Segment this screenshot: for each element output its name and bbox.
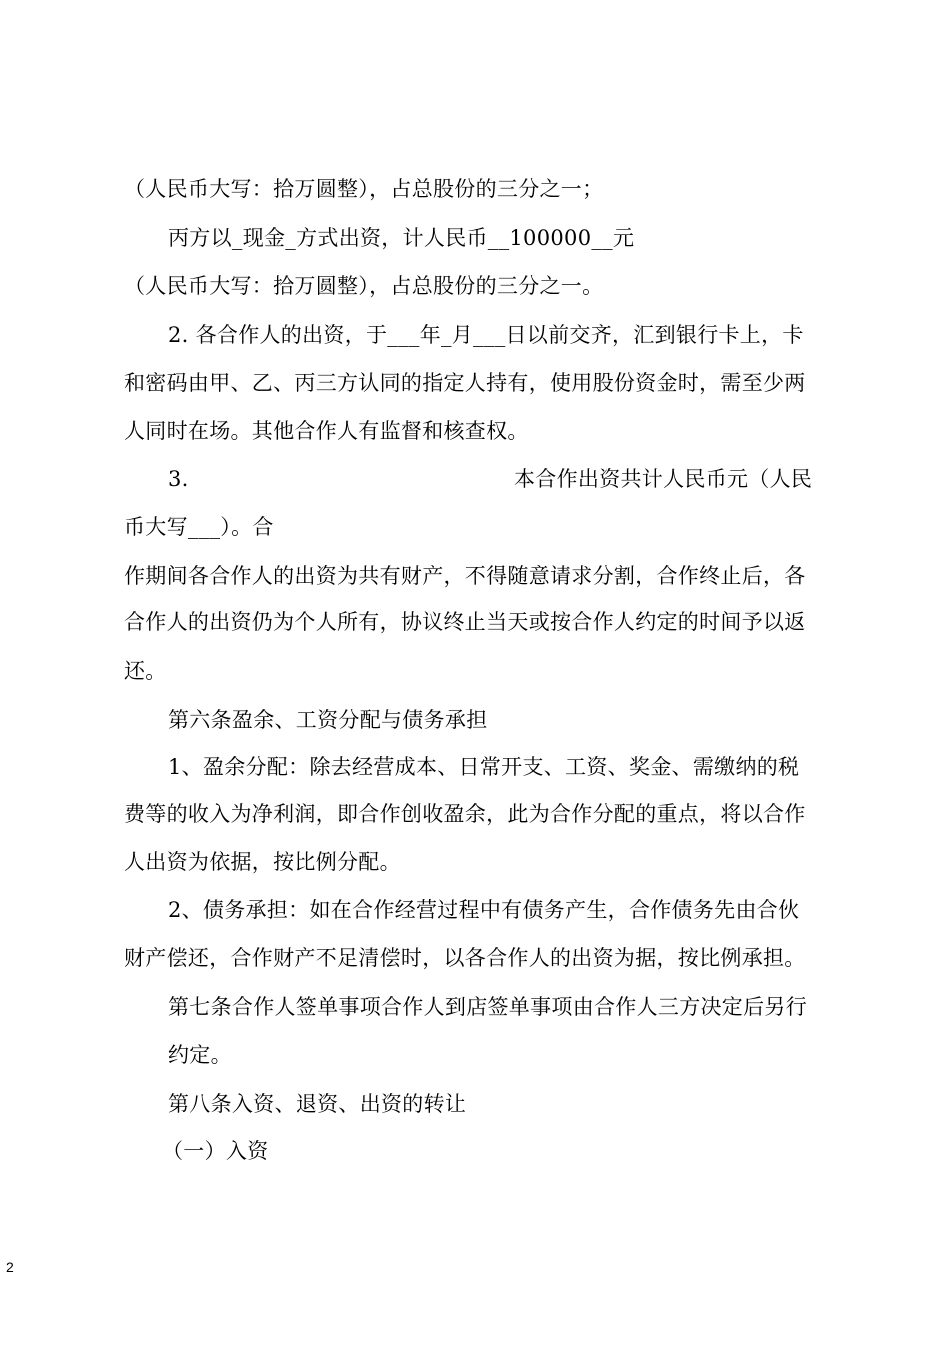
text-line: 2. 各合作人的出资，于___年_月___日以前交齐，汇到银行卡上，卡 — [168, 323, 804, 347]
section-heading: 第八条入资、退资、出资的转让 — [168, 1092, 467, 1116]
text-line: 人同时在场。其他合作人有监督和核查权。 — [124, 419, 529, 443]
text-line: 2、债务承担：如在合作经营过程中有债务产生，合作债务先由合伙 — [168, 898, 800, 922]
text-line: 丙方以_现金_方式出资，计人民币__100000__元 — [168, 226, 635, 250]
text-line: （人民币大写：拾万圆整），占总股份的三分之一。 — [124, 274, 604, 298]
text-line: 作期间各合作人的出资为共有财产，不得随意请求分割，合作终止后，各 — [124, 564, 806, 588]
text-line: 还。 — [124, 659, 167, 683]
text-line: 本合作出资共计人民币元（人民 — [514, 467, 813, 491]
text-line: 3. — [168, 467, 189, 491]
text-line: 和密码由甲、乙、丙三方认同的指定人持有，使用股份资金时，需至少两 — [124, 371, 806, 395]
text-line: 1、盈余分配：除去经营成本、日常开支、工资、奖金、需缴纳的税 — [168, 755, 800, 779]
text-line: 财产偿还，合作财产不足清偿时，以各合作人的出资为据，按比例承担。 — [124, 946, 806, 970]
subsection-heading: （一）入资 — [162, 1139, 269, 1163]
section-heading: 第六条盈余、工资分配与债务承担 — [168, 708, 488, 732]
text-line: 费等的收入为净利润，即合作创收盈余，此为合作分配的重点，将以合作 — [124, 802, 806, 826]
text-line: 币大写___）。合 — [124, 515, 274, 539]
section-heading: 第七条合作人签单事项合作人到店签单事项由合作人三方决定后另行 — [168, 995, 807, 1019]
text-line: 合作人的出资仍为个人所有，协议终止当天或按合作人约定的时间予以返 — [124, 610, 806, 634]
text-line: 约定。 — [168, 1043, 232, 1067]
text-line: 人出资为依据，按比例分配。 — [124, 850, 401, 874]
page-number: 2 — [6, 1259, 14, 1275]
text-line: （人民币大写：拾万圆整），占总股份的三分之一； — [124, 177, 604, 201]
